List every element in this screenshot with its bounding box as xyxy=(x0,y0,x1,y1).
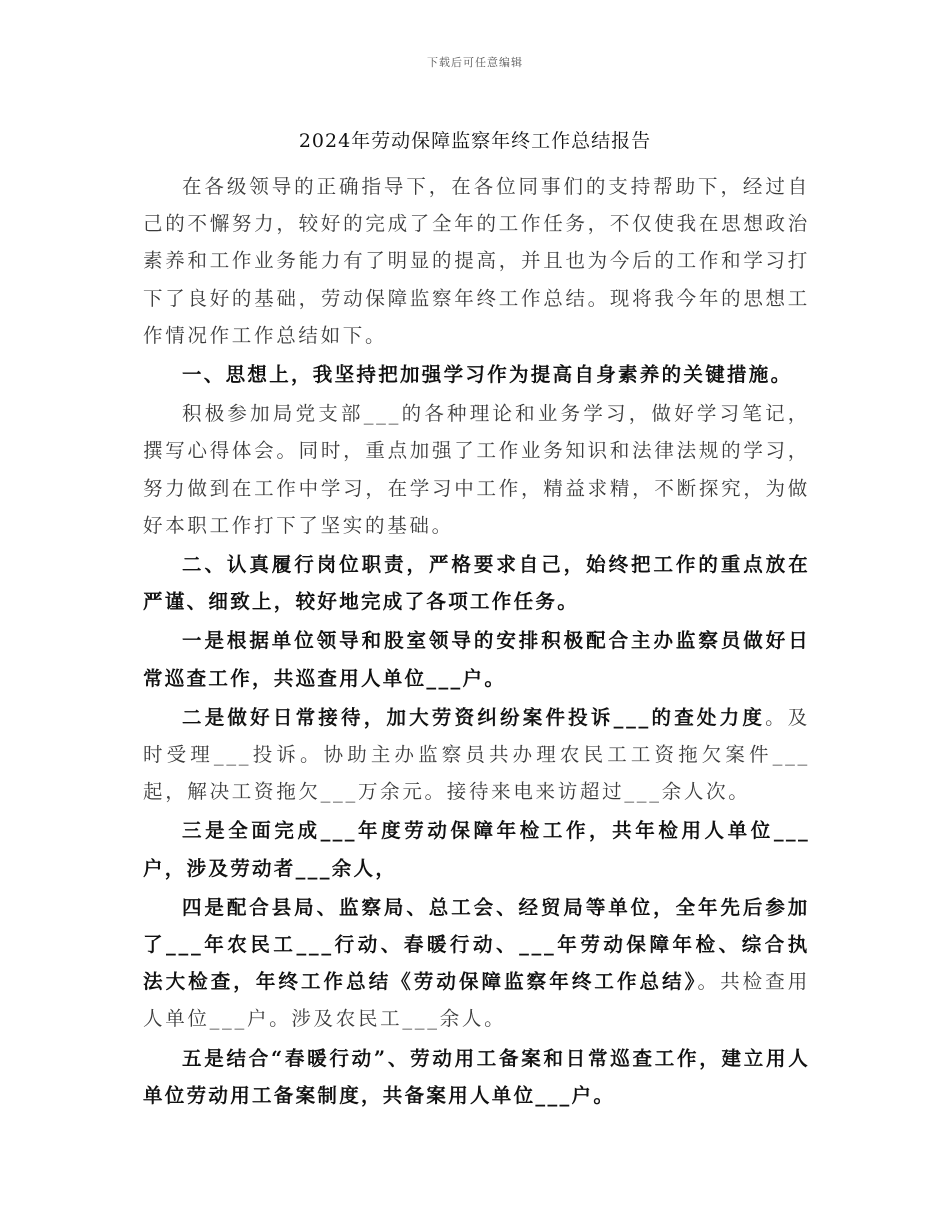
item-4-bold-text: 四是配合县局、监察局、总工会、经贸局等单位，全年先后参加了___年农民工___行动、春暖行动、___年劳动保障年检、综合执法大检查，年终工作总结《劳动保障监察年终工作总结》 xyxy=(143,895,810,994)
item-2-reception xyxy=(143,699,810,811)
item-2-normal-text: 。及时受理___投诉。协助主办监察员共办理农民工工资拖欠案件___起，解决工资拖欠___万余元。接待来电来访超过___余人次。 xyxy=(143,705,810,804)
item-4-normal-text: 。共检查用人单位___户。涉及农民工___余人。 xyxy=(143,970,810,1031)
document-body xyxy=(143,168,810,1116)
document-title: 2024年劳动保障监察年终工作总结报告 xyxy=(298,130,652,152)
item-5-filing: 五是结合“春暖行动”、劳动用工备案和日常巡查工作，建立用人单位劳动用工备案制度，共备案用人单位___户。 xyxy=(143,1046,810,1107)
item-1-patrol: 一是根据单位领导和股室领导的安排积极配合主办监察员做好日常巡查工作，共巡查用人单位___户。 xyxy=(143,629,810,690)
paragraph-study: 积极参加局党支部___的各种理论和业务学习，做好学习笔记，撰写心得体会。同时，重点加强了工作业务知识和法律法规的学习，努力做到在工作中学习，在学习中工作，精益求精，不断探究，为做好本职工作打下了坚实的基础。 xyxy=(143,402,810,537)
section-heading-2: 二、认真履行岗位职责，严格要求自己，始终把工作的重点放在严谨、细致上，较好地完成了各项工作任务。 xyxy=(143,553,810,614)
item-4-joint-actions xyxy=(143,889,810,1038)
section-heading-1: 一、思想上，我坚持把加强学习作为提高自身素养的关键措施。 xyxy=(182,363,793,387)
item-2-bold-text: 二是做好日常接待，加大劳资纠纷案件投诉___的查处力度 xyxy=(182,705,766,729)
paragraph-intro: 在各级领导的正确指导下，在各位同事们的支持帮助下，经过自己的不懈努力，较好的完成了全年的工作任务，不仅使我在思想政治素养和工作业务能力有了明显的提高，并且也为今后的工作和学习打下了良好的基础，劳动保障监察年终工作总结。现将我今年的思想工作情况作工作总结如下。 xyxy=(143,175,810,347)
header-note: 下载后可任意编辑 xyxy=(427,56,523,69)
item-3-annual-inspection: 三是全面完成___年度劳动保障年检工作，共年检用人单位___户，涉及劳动者___余人， xyxy=(143,819,810,880)
